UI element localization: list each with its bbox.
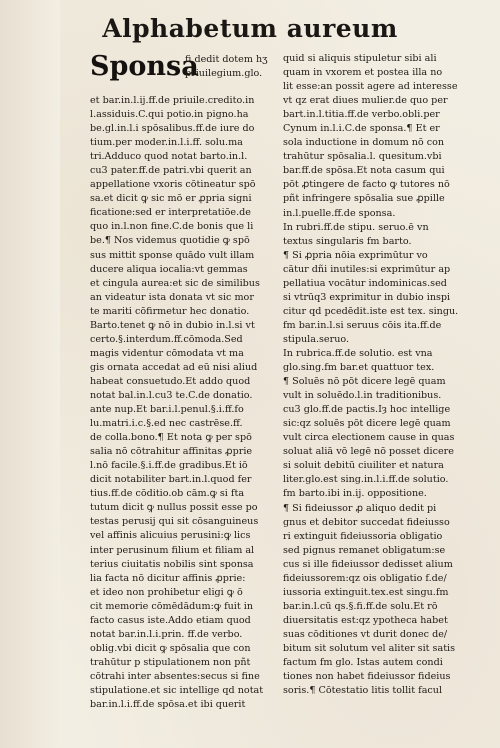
text-line: priuilegium.glo. xyxy=(185,68,263,80)
text-line: textus singularis fm barto. xyxy=(283,235,412,247)
text-line: soluat aliā vō legē nō posset dicere xyxy=(283,446,454,458)
text-line: lia facta nō dicitur affinis ꝓprie: xyxy=(90,572,246,584)
text-line: sola inductione in domum nō con xyxy=(283,137,445,149)
text-line: bar.ff.de spōsa.Et nota casum qui xyxy=(283,165,445,177)
text-line: cōtrahi inter absentes:secus si fine xyxy=(90,670,260,682)
text-line: fi dedit dotem hʒ xyxy=(185,54,268,65)
text-line: ¶ Si fideiussor ꝓ aliquo dedit pi xyxy=(283,502,437,514)
text-line: diuersitatis est:qz ypotheca habet xyxy=(283,614,448,626)
text-line: cus si ille fideiussor dedisset alium xyxy=(283,558,453,570)
text-line: sic:qz soluēs pōt dicere legē quam xyxy=(283,418,451,430)
right-column xyxy=(283,52,498,698)
text-line: stipula.seruo. xyxy=(283,333,350,345)
text-line: magis videntur cōmodata vt ma xyxy=(90,347,244,359)
text-line: lu.matri.i.c.§.ed nec castrēse.ff. xyxy=(90,418,243,430)
text-line: factum fm glo. Istas autem condi xyxy=(283,657,443,669)
text-line: quam in vxorem et postea illa no xyxy=(283,67,443,79)
text-line: ¶ Si ꝓpria nōia exprimūtur vo xyxy=(283,249,428,261)
text-line: certo.§.interdum.ff.cōmoda.Sed xyxy=(90,333,243,345)
text-line: fideiussorem:qz ois obligatio f.de/ xyxy=(283,572,447,584)
text-line: sed pignus remanet obligatum:se xyxy=(283,544,446,556)
text-line: glo.sing.fm bar.et quattuor tex. xyxy=(283,362,435,374)
text-line: et cingula aurea:et sic de similibus xyxy=(90,277,260,289)
text-line: si soluit debitū ciuiliter et natura xyxy=(283,460,444,472)
text-line: liter.glo.est sing.in.l.i.ff.de solutio. xyxy=(283,474,449,486)
text-line: fm bar.in.l.si seruus cōis ita.ff.de xyxy=(283,319,442,331)
text-line: tium.per moder.in.l.i.ff. solu.ma xyxy=(90,137,243,149)
text-line: vel affinis alicuius perusini:ꝙ lics xyxy=(90,530,251,542)
text-line: cu3 pater.ff.de patri.vbi querit an xyxy=(90,165,252,177)
text-line: notat bar.in.l.i.prin. ff.de verbo. xyxy=(90,628,243,640)
right-column-body xyxy=(283,52,498,698)
text-line: habeat consuetudo.Et addo quod xyxy=(90,375,251,387)
text-line: trahūtur p stipulationem non pñt xyxy=(90,656,251,668)
text-line: cu3 glo.ff.de pactis.Iȝ hoc intellige xyxy=(283,404,451,416)
text-line: In rubri.ff.de stipu. seruo.ē vn xyxy=(283,221,429,233)
text-line: quid si aliquis stipuletur sibi ali xyxy=(283,53,437,64)
text-line: ri extinguit fideiussoria obligatio xyxy=(283,530,443,542)
text-line: sus mittit sponse quādo vult illam xyxy=(90,249,255,261)
text-line: stipulatione.et sic intellige qd notat xyxy=(90,684,264,696)
text-line: bar.in.l.cū qs.§.fi.ff.de solu.Et rō xyxy=(283,600,438,612)
text-line: tiones non habet fideiussor fideius xyxy=(283,671,451,683)
text-line: gnus et debitor succedat fideiusso xyxy=(283,516,450,528)
headword-side-text xyxy=(185,53,268,81)
text-line: bart.in.l.titia.ff.de verbo.obli.per xyxy=(283,109,440,121)
text-line: fm barto.ibi in.ij. oppositione. xyxy=(283,488,427,500)
text-line: l.assiduis.C.qui potio.in pigno.ha xyxy=(90,109,249,121)
text-line: terius ciuitatis nobilis sint sponsa xyxy=(90,558,254,570)
text-line: In rubrica.ff.de solutio. est vna xyxy=(283,347,433,359)
text-line: salia nō cōtrahitur affinitas ꝓprie xyxy=(90,446,253,458)
text-line: inter perusinum filium et filiam al xyxy=(90,544,255,556)
text-line: pñt infringere spōsalia sue ꝓpille xyxy=(283,193,445,205)
text-line: testas perusij qui sit cōsanguineus xyxy=(90,516,259,528)
text-line: dicit notabiliter bart.in.l.quod fer xyxy=(90,474,252,486)
text-line: cit memorie cōmēdādum:ꝙ fuit in xyxy=(90,600,254,612)
text-line: si vtrūq3 exprimitur in dubio inspi xyxy=(283,291,451,303)
text-line: trahūtur spōsalia.l. quesitum.vbi xyxy=(283,151,442,163)
text-line: et ideo non prohibetur eligi ꝙ ō xyxy=(90,586,243,598)
text-line: gis ornata accedat ad eū nisi aliud xyxy=(90,361,258,373)
text-line: vult circa electionem cause in quas xyxy=(283,432,455,444)
text-line: iussoria extinguit.tex.est singu.fm xyxy=(283,586,449,598)
text-line: suas cōditiones vt durit donec de/ xyxy=(283,628,448,640)
text-line: vt qz erat diues mulier.de quo per xyxy=(283,95,448,107)
text-line: ante nup.Et bar.i.l.penul.§.i.ff.fo xyxy=(90,404,244,416)
text-line: l.nō facile.§.i.ff.de gradibus.Et iō xyxy=(90,460,248,472)
text-line: ¶ Soluēs nō pōt dicere legē quam xyxy=(283,376,446,388)
text-line: in.l.puelle.ff.de sponsa. xyxy=(283,207,396,219)
text-line: ducere aliqua iocalia:vt gemmas xyxy=(90,263,248,275)
text-line: notat bal.in.l.cu3 te.C.de donatio. xyxy=(90,389,253,401)
text-line: Barto.tenet ꝙ nō in dubio in.l.si vt xyxy=(90,319,255,331)
text-line: ficatione:sed er interpretatiōe.de xyxy=(90,207,251,219)
headword: Sponsa xyxy=(90,51,199,82)
text-line: et bar.in.l.ij.ff.de priuile.credito.in xyxy=(90,95,255,106)
text-line: te mariti cōfirmetur hec donatio. xyxy=(90,305,250,317)
text-line: bitum sit solutum vel aliter sit satis xyxy=(283,642,456,654)
text-line: tutum dicit ꝙ nullus possit esse po xyxy=(90,502,258,514)
text-line: tri.Adduco quod notat barto.in.l. xyxy=(90,151,248,163)
text-line: Cynum in.l.i.C.de sponsa.¶ Et er xyxy=(283,123,440,135)
text-line: oblig.vbi dicit ꝙ spōsalia que con xyxy=(90,642,251,654)
text-line: bar.in.l.i.ff.de spōsa.et ibi querit xyxy=(90,699,246,711)
text-line: tius.ff.de cōditio.ob cām.ꝙ si fta xyxy=(90,488,245,500)
page-title: Alphabetum aureum xyxy=(102,14,398,43)
text-line: be.gl.in.l.i spōsalibus.ff.de iure do xyxy=(90,123,255,135)
text-line: de colla.bono.¶ Et nota ꝙ per spō xyxy=(90,432,252,444)
text-line: an videatur ista donata vt sic mor xyxy=(90,291,254,303)
text-line: vult in soluēdo.l.in traditionibus. xyxy=(283,390,442,402)
text-line: pōt ꝓtingere de facto ꝙ tutores nō xyxy=(283,179,450,191)
page-gutter-shadow xyxy=(0,0,60,748)
text-line: appellatione vxoris cōtineatur spō xyxy=(90,179,256,191)
text-line: be.¶ Nos videmus quotidie ꝙ spō xyxy=(90,235,250,247)
text-line: quo in.l.non fine.C.de bonis que li xyxy=(90,221,254,233)
text-line: lit esse:an possit agere ad interesse xyxy=(283,81,458,93)
text-line: sa.et dicit ꝙ sic mō er ꝓpria signi xyxy=(90,193,252,205)
text-line: cātur dñi inutiles:si exprimūtur ap xyxy=(283,263,451,275)
text-line: pellatiua vocātur indominicas.sed xyxy=(283,277,447,289)
text-line: citur qd pcedēdit.iste est tex. singu. xyxy=(283,305,459,317)
text-line: soris.¶ Cōtestatio litis tollit facul xyxy=(283,685,443,697)
text-line: facto casus iste.Addo etiam quod xyxy=(90,614,251,626)
